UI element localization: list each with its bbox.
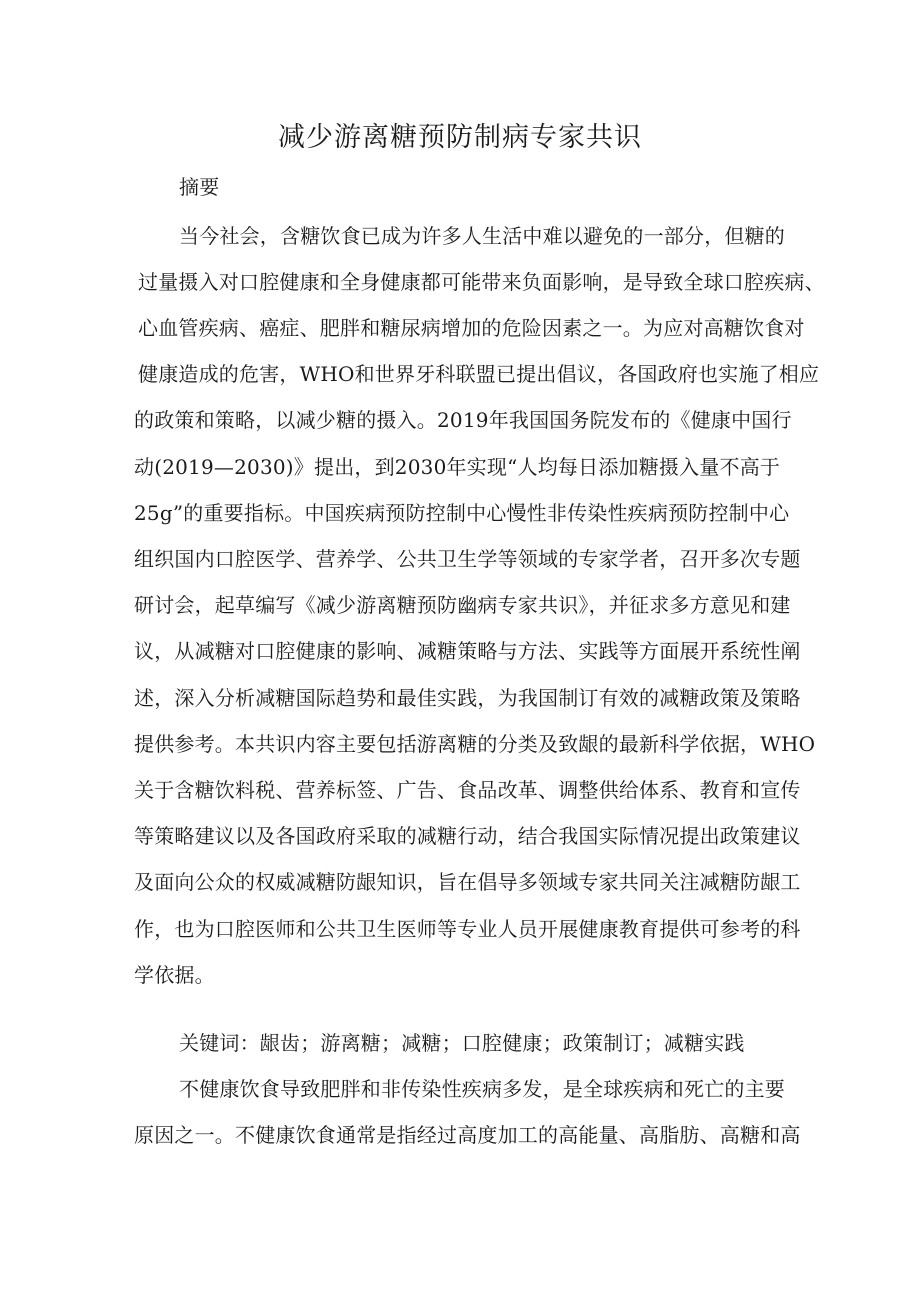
abstract-line: 述，深入分析减糖国际趋势和最佳实践，为我国制订有效的减糖政策及策略 (134, 686, 801, 710)
abstract-line: 过量摄入对口腔健康和全身健康都可能带来负面影响，是导致全球口腔疾病、 (138, 270, 825, 294)
abstract-line: 议，从减糖对口腔健康的影响、减糖策略与方法、实践等方面展开系统性阐 (134, 639, 801, 663)
abstract-line: 及面向公众的权威减糖防龈知识，旨在倡导多领域专家共同关注减糖防龈工 (134, 870, 801, 894)
abstract-line: 25g”的重要指标。中国疾病预防控制中心慢性非传染性疾病预防控制中心 (134, 501, 790, 525)
abstract-heading: 摘要 (179, 175, 220, 199)
abstract-line: 心血管疾病、癌症、肥胖和糖尿病增加的危险因素之一。为应对高糖饮食对 (138, 316, 805, 340)
abstract-line: 动(2019—2030)》提出，到2030年实现“人均每日添加糖摄入量不高于 (134, 455, 781, 479)
abstract-line: 学依据。 (134, 963, 215, 987)
abstract-line: 组织国内口腔医学、营养学、公共卫生学等领域的专家学者，召开多次专题 (134, 547, 801, 571)
abstract-line: 当今社会，含糖饮食已成为许多人生活中难以避免的一部分，但糖的 (179, 224, 785, 248)
document-title: 减少游离糖预防制病专家共识 (278, 122, 642, 153)
abstract-line: 健康造成的危害，WHO和世界牙科联盟已提出倡议，各国政府也实施了相应 (138, 362, 820, 386)
body-line: 原因之一。不健康饮食通常是指经过高度加工的高能量、高脂肪、高糖和高 (134, 1123, 801, 1147)
abstract-line: 的政策和策略，以减少糖的摄入。2019年我国国务院发布的《健康中国行 (134, 408, 792, 432)
abstract-line: 研讨会，起草编写《减少游离糖预防幽病专家共识》，并征求多方意见和建 (134, 593, 791, 617)
abstract-line: 作，也为口腔医师和公共卫生医师等专业人员开展健康教育提供可参考的科 (134, 917, 801, 941)
body-line: 不健康饮食导致肥胖和非传染性疾病多发，是全球疾病和死亡的主要 (179, 1077, 785, 1101)
abstract-line: 提供参考。本共识内容主要包括游离糖的分类及致龈的最新科学依据，WHO (134, 732, 816, 756)
abstract-line: 关于含糖饮料税、营养标签、广告、食品改革、调整供给体系、教育和宣传 (134, 778, 801, 802)
abstract-line: 等策略建议以及各国政府采取的减糖行动，结合我国实际情况提出政策建议 (134, 824, 801, 848)
keywords: 关键词：龈齿；游离糖；减糖；口腔健康；政策制订；减糖实践 (179, 1031, 745, 1055)
